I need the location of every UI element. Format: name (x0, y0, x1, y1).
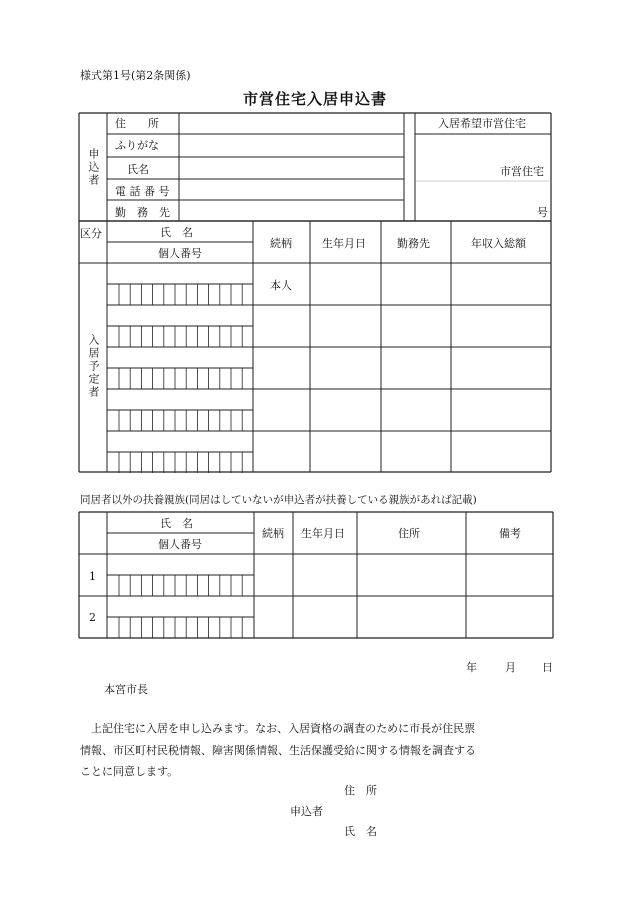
category-label: 区分 (80, 227, 102, 240)
dep-row-2-number: 2 (89, 611, 96, 624)
phone-label: 電 話 番 号 (115, 185, 170, 198)
form-reference: 様式第1号(第2条関係) (80, 69, 191, 82)
birthdate-header: 生年月日 (322, 237, 366, 250)
dep-row-1-number: 1 (89, 570, 96, 583)
date-day: 日 (542, 661, 553, 674)
date-year: 年 (466, 661, 477, 674)
consent-line-1: 上記住宅に入居を申し込みます。なお、入居資格の調査のために市長が住民票 (91, 722, 476, 735)
consent-line-3: ことに同意します。 (80, 765, 179, 778)
dep-remarks-header: 備考 (499, 527, 521, 540)
number-suffix: 号 (537, 206, 548, 219)
resident-side-label: 入居予定者 (87, 334, 100, 399)
signature-applicant-label: 申込者 (290, 805, 323, 818)
consent-line-2: 情報、市区町村民税情報、障害関係情報、生活保護受給に関する情報を調査する (80, 744, 476, 757)
self-label: 本人 (270, 279, 292, 292)
resident-name-header: 氏 名 (160, 226, 193, 239)
resident-mynumber-header: 個人番号 (158, 247, 202, 260)
workplace-header: 勤務先 (397, 237, 430, 250)
income-header: 年収入総額 (471, 237, 526, 250)
dependents-title: 同居者以外の扶養親族(同居はしていないが申込者が扶養している親族があれば記載) (80, 494, 477, 506)
dep-birthdate-header: 生年月日 (301, 527, 345, 540)
desired-housing-label: 入居希望市営住宅 (438, 117, 526, 130)
furigana-label: ふりがな (115, 139, 159, 152)
name-label: 氏名 (127, 163, 149, 176)
signature-name-label: 氏 名 (344, 825, 377, 838)
dep-address-header: 住所 (398, 527, 420, 540)
date-month: 月 (505, 661, 516, 674)
addressee: 本宮市長 (104, 683, 148, 696)
dep-relation-header: 続柄 (262, 527, 284, 540)
page-title: 市営住宅入居申込書 (242, 90, 387, 108)
housing-suffix: 市営住宅 (500, 165, 544, 178)
dep-mynumber-header: 個人番号 (158, 538, 202, 551)
workplace-label: 勤 務 先 (115, 206, 170, 219)
address-label: 住 所 (115, 117, 159, 130)
relation-header: 続柄 (270, 237, 292, 250)
signature-address-label: 住 所 (344, 784, 377, 797)
dep-name-header: 氏 名 (160, 517, 193, 530)
applicant-side-label: 申込者 (87, 148, 100, 187)
